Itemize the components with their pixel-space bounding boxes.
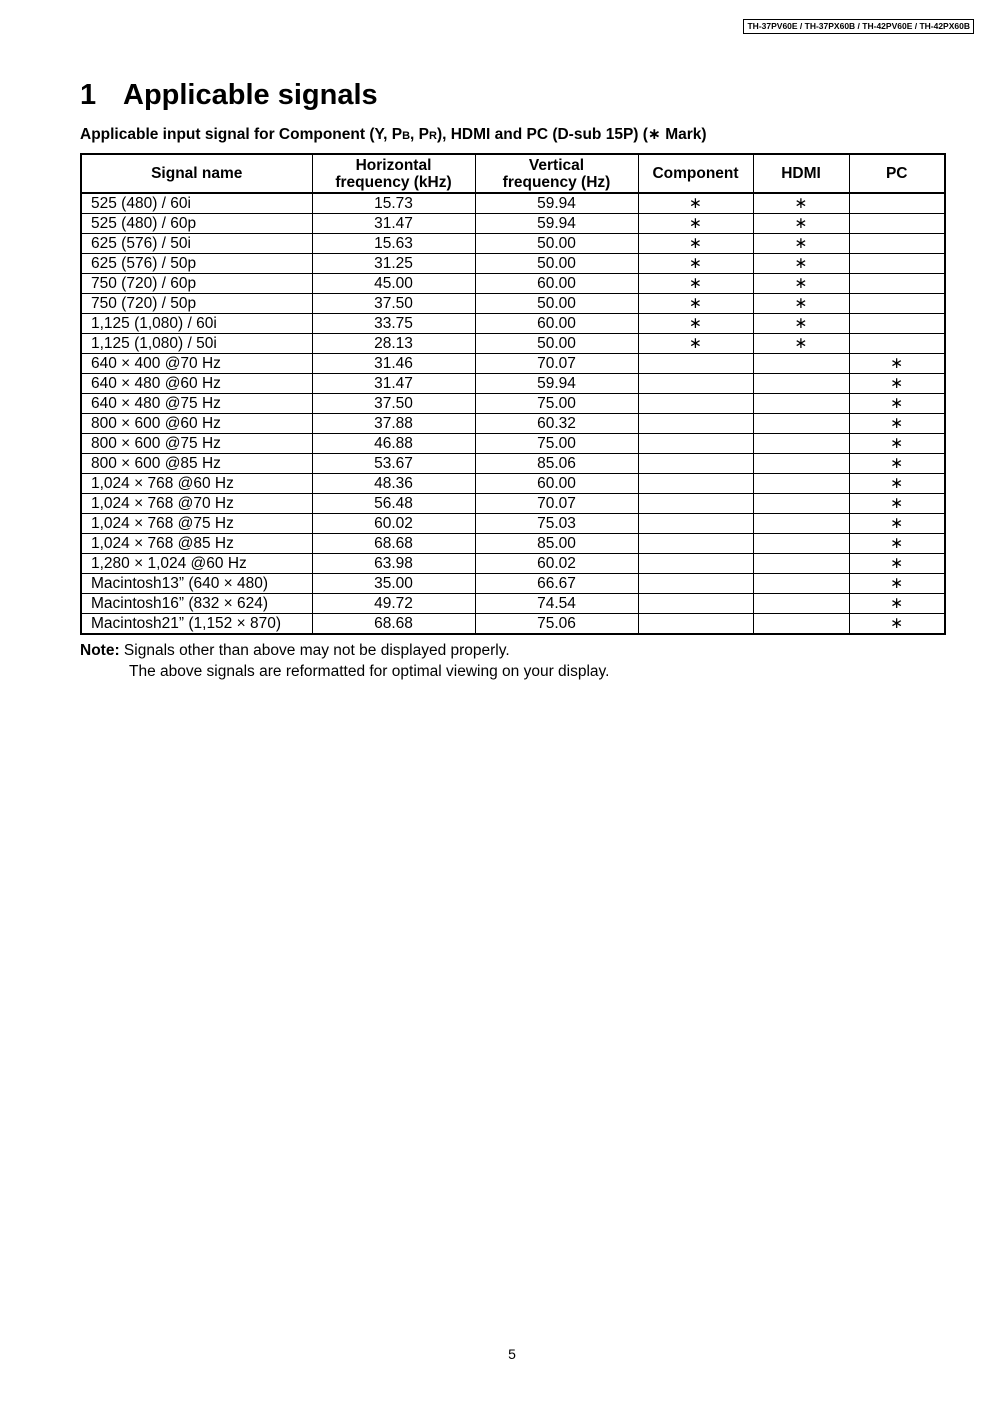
cell-pc-mark [849, 334, 945, 354]
cell-horizontal-frequency: 31.47 [312, 214, 475, 234]
cell-pc-mark [849, 294, 945, 314]
cell-hdmi-mark [753, 354, 849, 374]
cell-hdmi-mark [753, 554, 849, 574]
cell-hdmi-mark: ∗ [753, 314, 849, 334]
cell-component-mark [638, 394, 753, 414]
table-row [81, 414, 945, 434]
cell-pc-mark [849, 274, 945, 294]
cell-signal-name: 800 × 600 @85 Hz [81, 454, 312, 474]
table-caption [80, 126, 707, 145]
cell-vertical-frequency: 50.00 [475, 234, 638, 254]
table-row [81, 474, 945, 494]
cell-component-mark: ∗ [638, 334, 753, 354]
col-header-component: Component [638, 154, 753, 193]
signals-table [80, 153, 946, 635]
cell-component-mark: ∗ [638, 274, 753, 294]
cell-hdmi-mark [753, 534, 849, 554]
cell-horizontal-frequency: 46.88 [312, 434, 475, 454]
cell-vertical-frequency: 75.00 [475, 434, 638, 454]
cell-vertical-frequency: 85.06 [475, 454, 638, 474]
cell-horizontal-frequency: 31.47 [312, 374, 475, 394]
cell-horizontal-frequency: 68.68 [312, 614, 475, 635]
cell-pc-mark: ∗ [849, 354, 945, 374]
cell-signal-name: 1,125 (1,080) / 60i [81, 314, 312, 334]
table-row [81, 334, 945, 354]
cell-pc-mark: ∗ [849, 554, 945, 574]
cell-signal-name: 525 (480) / 60p [81, 214, 312, 234]
table-row [81, 214, 945, 234]
cell-horizontal-frequency: 35.00 [312, 574, 475, 594]
cell-horizontal-frequency: 15.63 [312, 234, 475, 254]
cell-hdmi-mark [753, 454, 849, 474]
cell-component-mark [638, 414, 753, 434]
cell-vertical-frequency: 60.02 [475, 554, 638, 574]
cell-vertical-frequency: 70.07 [475, 354, 638, 374]
cell-hdmi-mark [753, 434, 849, 454]
table-row [81, 494, 945, 514]
cell-horizontal-frequency: 56.48 [312, 494, 475, 514]
cell-component-mark [638, 554, 753, 574]
table-row [81, 374, 945, 394]
cell-signal-name: 525 (480) / 60i [81, 193, 312, 214]
cell-horizontal-frequency: 37.50 [312, 294, 475, 314]
cell-signal-name: 1,024 × 768 @60 Hz [81, 474, 312, 494]
cell-component-mark [638, 374, 753, 394]
cell-vertical-frequency: 50.00 [475, 254, 638, 274]
cell-component-mark [638, 474, 753, 494]
cell-component-mark: ∗ [638, 234, 753, 254]
table-row [81, 234, 945, 254]
cell-signal-name: 750 (720) / 50p [81, 294, 312, 314]
note-text-1: Signals other than above may not be displayed properly. [123, 642, 510, 659]
cell-signal-name: 625 (576) / 50p [81, 254, 312, 274]
cell-signal-name: 640 × 480 @60 Hz [81, 374, 312, 394]
cell-horizontal-frequency: 45.00 [312, 274, 475, 294]
cell-signal-name: Macintosh21” (1,152 × 870) [81, 614, 312, 635]
cell-hdmi-mark [753, 394, 849, 414]
table-row [81, 294, 945, 314]
cell-hdmi-mark [753, 594, 849, 614]
cell-hdmi-mark [753, 574, 849, 594]
table-row [81, 254, 945, 274]
col-header-horizontal-frequency [312, 154, 475, 193]
cell-signal-name: 640 × 480 @75 Hz [81, 394, 312, 414]
cell-pc-mark: ∗ [849, 494, 945, 514]
cell-component-mark [638, 614, 753, 635]
cell-vertical-frequency: 66.67 [475, 574, 638, 594]
cell-hdmi-mark: ∗ [753, 334, 849, 354]
cell-horizontal-frequency: 15.73 [312, 193, 475, 214]
cell-vertical-frequency: 75.06 [475, 614, 638, 635]
cell-horizontal-frequency: 48.36 [312, 474, 475, 494]
v-freq-header-line1: Vertical [528, 156, 585, 174]
table-row [81, 454, 945, 474]
section-title-text: Applicable signals [123, 79, 378, 111]
cell-component-mark: ∗ [638, 254, 753, 274]
cell-signal-name: 1,024 × 768 @70 Hz [81, 494, 312, 514]
table-row [81, 594, 945, 614]
note-line-2: The above signals are reformatted for optimal viewing on your display. [129, 663, 610, 680]
cell-component-mark [638, 574, 753, 594]
cell-pc-mark: ∗ [849, 394, 945, 414]
cell-pc-mark: ∗ [849, 614, 945, 635]
col-header-signal-name: Signal name [81, 154, 312, 193]
h-freq-header-line2: frequency (kHz) [335, 173, 452, 191]
cell-pc-mark [849, 314, 945, 334]
cell-pc-mark: ∗ [849, 374, 945, 394]
cell-horizontal-frequency: 31.25 [312, 254, 475, 274]
table-row [81, 354, 945, 374]
cell-pc-mark: ∗ [849, 474, 945, 494]
table-row [81, 554, 945, 574]
cell-horizontal-frequency: 49.72 [312, 594, 475, 614]
cell-horizontal-frequency: 53.67 [312, 454, 475, 474]
cell-vertical-frequency: 75.03 [475, 514, 638, 534]
caption-suffix: ), HDMI and PC (D-sub 15P) (∗ Mark) [436, 126, 707, 143]
cell-vertical-frequency: 74.54 [475, 594, 638, 614]
cell-horizontal-frequency: 33.75 [312, 314, 475, 334]
cell-horizontal-frequency: 28.13 [312, 334, 475, 354]
page-number: 5 [508, 1346, 516, 1362]
cell-horizontal-frequency: 63.98 [312, 554, 475, 574]
caption-sub-b: B [402, 130, 411, 142]
cell-component-mark: ∗ [638, 193, 753, 214]
section-title [80, 78, 378, 112]
caption-sub-r: R [428, 130, 437, 142]
cell-hdmi-mark [753, 514, 849, 534]
cell-component-mark [638, 514, 753, 534]
cell-signal-name: 1,280 × 1,024 @60 Hz [81, 554, 312, 574]
cell-pc-mark: ∗ [849, 574, 945, 594]
cell-component-mark [638, 534, 753, 554]
cell-pc-mark: ∗ [849, 514, 945, 534]
caption-mid: , P [410, 126, 429, 143]
model-numbers-badge: TH-37PV60E / TH-37PX60B / TH-42PV60E / TH-42PX60B [743, 19, 974, 34]
table-header-row [81, 154, 945, 193]
note-block [80, 640, 609, 682]
cell-component-mark: ∗ [638, 214, 753, 234]
col-header-pc: PC [849, 154, 945, 193]
table-row [81, 394, 945, 414]
cell-horizontal-frequency: 37.50 [312, 394, 475, 414]
cell-pc-mark: ∗ [849, 454, 945, 474]
caption-prefix: Applicable input signal for Component (Y, P [80, 126, 403, 143]
cell-component-mark [638, 354, 753, 374]
cell-hdmi-mark: ∗ [753, 274, 849, 294]
cell-component-mark [638, 494, 753, 514]
cell-vertical-frequency: 75.00 [475, 394, 638, 414]
cell-vertical-frequency: 60.00 [475, 274, 638, 294]
cell-horizontal-frequency: 68.68 [312, 534, 475, 554]
cell-horizontal-frequency: 31.46 [312, 354, 475, 374]
cell-hdmi-mark [753, 414, 849, 434]
cell-vertical-frequency: 60.00 [475, 314, 638, 334]
cell-hdmi-mark: ∗ [753, 214, 849, 234]
cell-vertical-frequency: 59.94 [475, 193, 638, 214]
col-header-hdmi: HDMI [753, 154, 849, 193]
col-header-vertical-frequency [475, 154, 638, 193]
table-row [81, 614, 945, 635]
cell-component-mark [638, 454, 753, 474]
cell-component-mark: ∗ [638, 314, 753, 334]
cell-hdmi-mark: ∗ [753, 254, 849, 274]
table-row [81, 574, 945, 594]
table-row [81, 514, 945, 534]
cell-signal-name: Macintosh13” (640 × 480) [81, 574, 312, 594]
note-label: Note: [80, 642, 120, 659]
cell-signal-name: Macintosh16” (832 × 624) [81, 594, 312, 614]
cell-signal-name: 750 (720) / 60p [81, 274, 312, 294]
cell-vertical-frequency: 70.07 [475, 494, 638, 514]
cell-pc-mark [849, 234, 945, 254]
cell-hdmi-mark [753, 374, 849, 394]
cell-horizontal-frequency: 37.88 [312, 414, 475, 434]
cell-component-mark [638, 594, 753, 614]
cell-signal-name: 1,125 (1,080) / 50i [81, 334, 312, 354]
table-row [81, 274, 945, 294]
cell-pc-mark [849, 214, 945, 234]
cell-component-mark [638, 434, 753, 454]
signals-table-body [81, 193, 945, 634]
cell-signal-name: 1,024 × 768 @85 Hz [81, 534, 312, 554]
cell-pc-mark: ∗ [849, 534, 945, 554]
cell-hdmi-mark: ∗ [753, 193, 849, 214]
section-number: 1 [80, 79, 97, 111]
cell-hdmi-mark [753, 474, 849, 494]
cell-vertical-frequency: 59.94 [475, 374, 638, 394]
table-row [81, 193, 945, 214]
cell-vertical-frequency: 60.32 [475, 414, 638, 434]
cell-vertical-frequency: 59.94 [475, 214, 638, 234]
h-freq-header-line1: Horizontal [355, 156, 432, 174]
cell-signal-name: 800 × 600 @60 Hz [81, 414, 312, 434]
cell-hdmi-mark: ∗ [753, 234, 849, 254]
cell-hdmi-mark [753, 614, 849, 635]
note-line-1 [80, 640, 609, 661]
cell-pc-mark [849, 254, 945, 274]
cell-hdmi-mark: ∗ [753, 294, 849, 314]
cell-signal-name: 800 × 600 @75 Hz [81, 434, 312, 454]
cell-hdmi-mark [753, 494, 849, 514]
v-freq-header-line2: frequency (Hz) [502, 173, 611, 191]
table-row [81, 314, 945, 334]
cell-vertical-frequency: 50.00 [475, 334, 638, 354]
cell-pc-mark: ∗ [849, 434, 945, 454]
cell-vertical-frequency: 60.00 [475, 474, 638, 494]
table-row [81, 534, 945, 554]
cell-component-mark: ∗ [638, 294, 753, 314]
cell-signal-name: 1,024 × 768 @75 Hz [81, 514, 312, 534]
cell-pc-mark: ∗ [849, 414, 945, 434]
cell-pc-mark [849, 193, 945, 214]
cell-signal-name: 640 × 400 @70 Hz [81, 354, 312, 374]
cell-pc-mark: ∗ [849, 594, 945, 614]
cell-signal-name: 625 (576) / 50i [81, 234, 312, 254]
cell-horizontal-frequency: 60.02 [312, 514, 475, 534]
table-row [81, 434, 945, 454]
cell-vertical-frequency: 85.00 [475, 534, 638, 554]
cell-vertical-frequency: 50.00 [475, 294, 638, 314]
